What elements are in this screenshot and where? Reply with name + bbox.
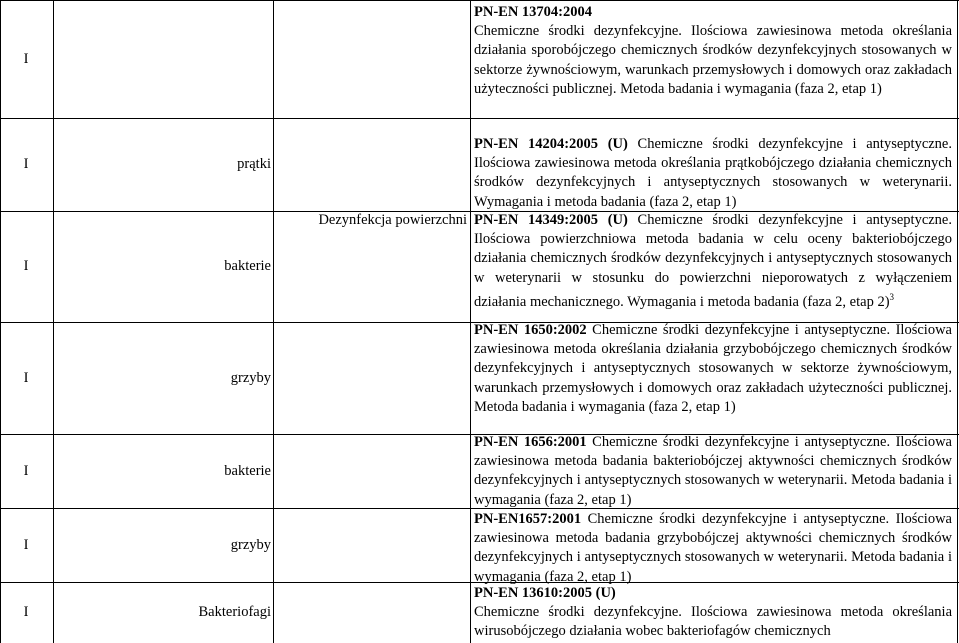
standard-description: Chemiczne środki dezynfekcyjne i antyseptyczne. Ilościowa zawiesinowa metoda badania grzybobójczej aktywności chemicznych środków dezynfekcyjnych i antyseptycznych stosowanych w weterynarii. Metoda badania i wymagania (faza 2, etap 1) [474, 511, 952, 585]
row-divider [0, 0, 959, 1]
standard-entry [474, 584, 952, 642]
standard-description: Chemiczne środki dezynfekcyjne i antyseptyczne. Ilościowa zawiesinowa metoda określania działania grzybobójczego chemicznych środków dezynfekcyjnych i antyseptycznych stosowanych w sektorze żywnościowym, warunkach przemysłowych i domowych oraz zakładach użyteczności publicznej. Metoda badania i wymagania (faza 2, etap 1) [474, 322, 952, 415]
standard-entry [474, 510, 952, 587]
standard-entry [474, 3, 952, 99]
standard-entry [474, 321, 952, 417]
organism-label: grzyby [230, 536, 271, 553]
row-marker: I [23, 536, 29, 553]
standard-code: PN-EN 13610:2005 (U) [474, 585, 616, 601]
standard-code: PN-EN1657:2001 [474, 511, 582, 527]
row-marker: I [23, 604, 29, 620]
application-label: Dezynfekcja powierzchni [318, 212, 467, 228]
standard-entry [474, 211, 952, 312]
organism-label: bakterie [224, 462, 271, 479]
standard-code: PN-EN 14204:2005 (U) [474, 136, 628, 152]
standard-description: Chemiczne środki dezynfekcyjne i antyseptyczne. Ilościowa zawiesinowa metoda określania prątkobójczego działania chemicznych środków dezynfekcyjnych i antyseptycznych stosowanych w weterynarii. Wymagania i metoda badania (faza 2, etap 1) [474, 136, 952, 210]
standard-description: Chemiczne środki dezynfekcyjne i antyseptyczne. Ilościowa zawiesinowa metoda badania bakteriobójczej aktywności chemicznych środków dezynfekcyjnych i antyseptycznych stosowanych w weterynarii. Metoda badania i wymagania (faza 2, etap 1) [474, 434, 952, 508]
row-marker: I [23, 369, 29, 386]
row-marker: I [23, 258, 29, 274]
standard-description: Chemiczne środki dezynfekcyjne. Ilościowa zawiesinowa metoda określania działania sporobójczego chemicznych środków dezynfekcyjnych stosowanych w sektorze żywnościowym, warunkach przemysłowych i domowych oraz zakładach użyteczności publicznej. Metoda badania i wymagania (faza 2, etap 1) [474, 23, 952, 97]
standard-description: Chemiczne środki dezynfekcyjne i antyseptyczne. Ilościowa powierzchniowa metoda badania w celu oceny bakteriobójczego działania chemicznych środków dezynfekcyjnych i antyseptycznych stosowanych w weterynarii w stosunku do powierzchni nieporowatych z wyłączeniem działania mechanicznego. Wymagania i metoda badania (faza 2, etap 2) [474, 212, 952, 310]
organism-label: grzyby [230, 369, 271, 386]
organism-label: Bakteriofagi [198, 604, 271, 620]
row-marker: I [23, 156, 29, 172]
standard-entry [474, 135, 952, 212]
footnote-marker: 3 [889, 291, 895, 302]
column-divider [470, 0, 471, 643]
standard-code: PN-EN 1650:2002 [474, 322, 587, 338]
column-divider [0, 0, 1, 643]
column-divider [53, 0, 54, 643]
standard-code: PN-EN 14349:2005 (U) [474, 212, 628, 228]
organism-label: bakterie [224, 258, 271, 274]
row-marker: I [23, 462, 29, 479]
standard-description: Chemiczne środki dezynfekcyjne. Ilościowa zawiesinowa metoda określania wirusobójczego działania wobec bakteriofagów chemicznych [474, 604, 952, 640]
column-divider [957, 0, 958, 643]
row-marker: I [23, 50, 29, 67]
column-divider [273, 0, 274, 643]
standard-code: PN-EN 13704:2004 [474, 4, 593, 20]
standard-code: PN-EN 1656:2001 [474, 434, 587, 450]
organism-label: prątki [237, 156, 271, 172]
standard-entry [474, 433, 952, 510]
